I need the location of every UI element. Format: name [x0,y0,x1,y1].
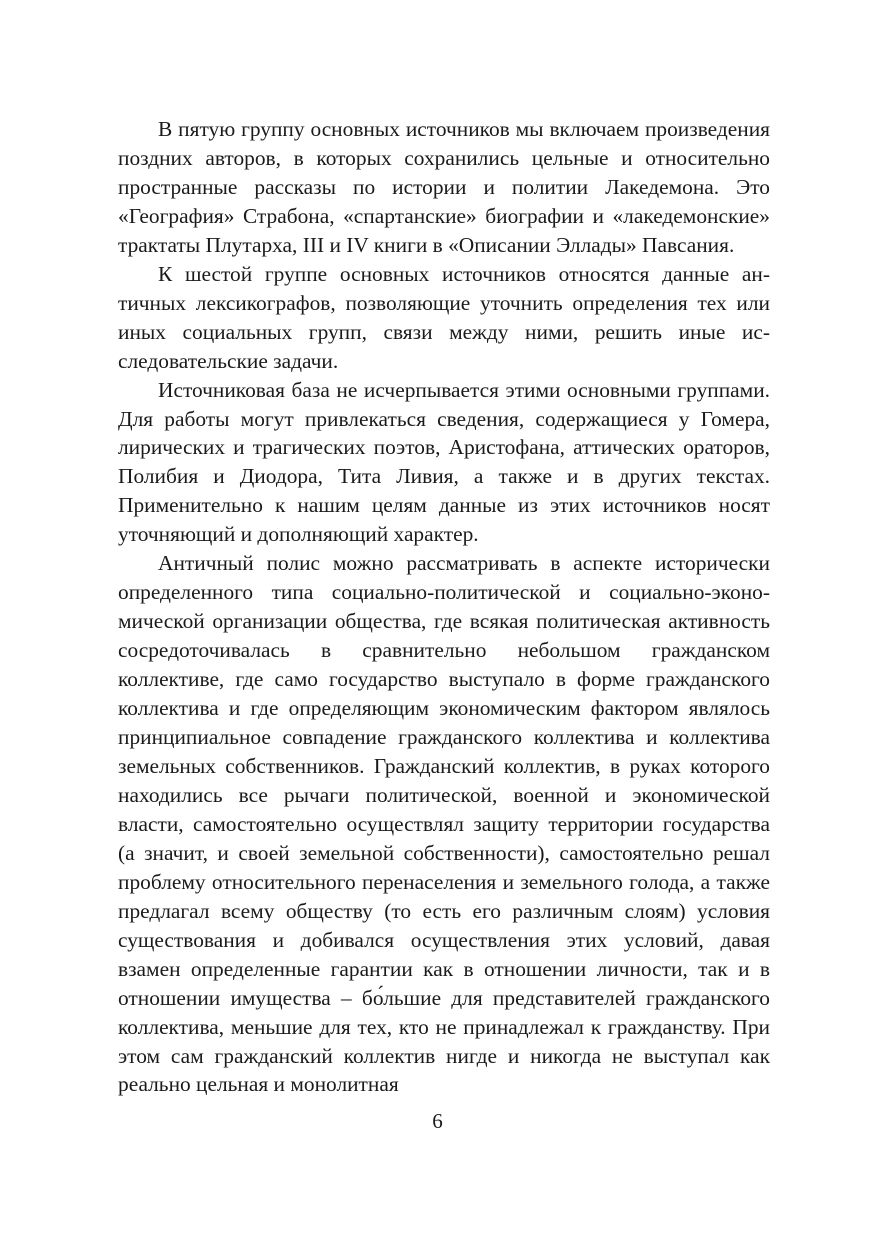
paragraph-sources-group-six: К шестой группе основных источников относятся данные античных лексикографов, позволяющие уточнить определения тех или иных социальных групп, связи между ними, решить иные исследовательские задачи. [118,261,770,373]
paragraph-ancient-polis: Античный полис можно рассматривать в аспекте исторически определенного типа социально-политической и социально-экономической организации общества, где всякая политическая активность сосредоточивалась в сравнительно небольшом гражданском коллективе, где само государство выступало в форме гражданского коллектива и где определяющим экономическим фактором являлось принципиальное совпадение гражданского коллектива и коллектива земельных собственников. Гражданский коллектив, в руках которого находились все рычаги политической, военной и экономической власти, самостоятельно осуществлял защиту территории государства (а значит, и своей земельной собственности), самостоятельно решал проблему относительного перенаселения и земельного голода, а также предлагал всему обществу (то есть его различным слоям) условия существования и добивался осуществления этих условий, давая взамен определенные гарантии как в отношении личности, так и в отношении имущества – бо́льшие для представителей гражданского коллектива, меньшие для тех, кто не принадлежал к гражданству. При этом сам гражданский коллектив нигде и никогда не выступал как реально цельная и монолитная [118,551,770,1097]
page-number: 6 [432,1109,443,1133]
body-text [118,115,770,1099]
paragraph-sources-group-five: В пятую группу основных источников мы включаем произведения поздних авторов, в которых сохранились цельные и относительно пространные рассказы по истории и политии Лакедемона. Это «География» Страбона, «спартанские» биографии и «лакедемонские» трактаты Плутарха, III и IV книги в «Описании Эллады» Павсания. [118,117,770,257]
paragraph-sources-base: Источниковая база не исчерпывается этими основными группами. Для работы могут привлекаться сведения, содержащиеся у Гомера, лирических и трагических поэтов, Аристофана, аттических ораторов, Полибия и Диодора, Тита Ливия, а также и в других текстах. Применительно к нашим целям данные из этих источников носят уточняющий и дополняющий характер. [118,377,770,547]
